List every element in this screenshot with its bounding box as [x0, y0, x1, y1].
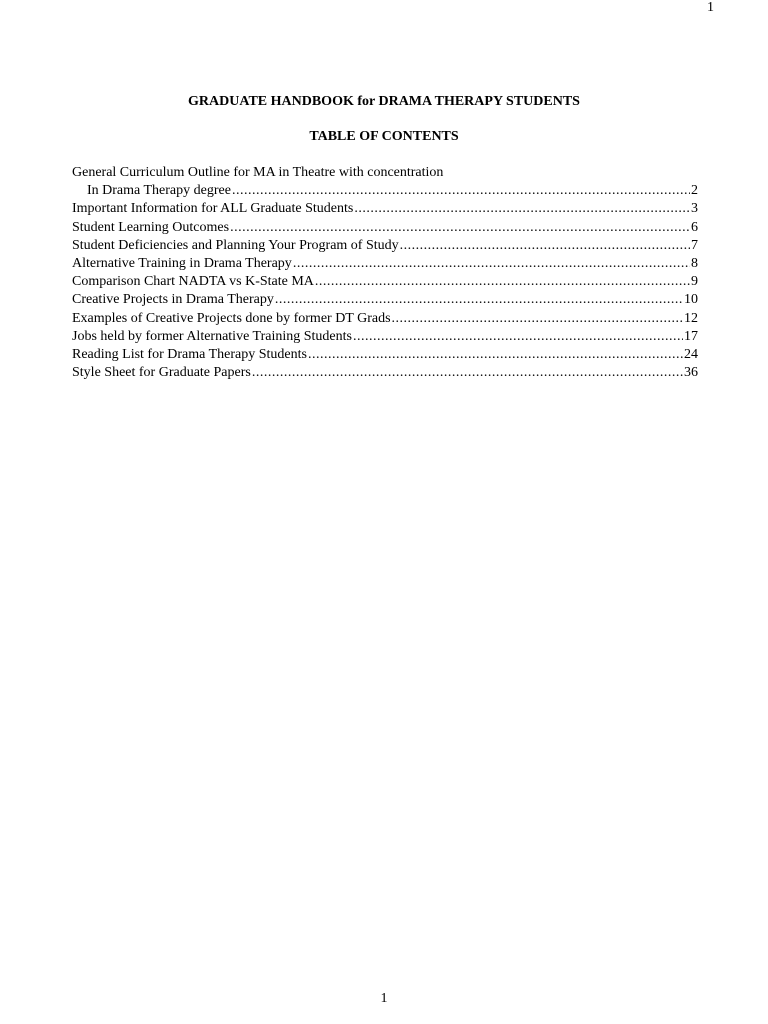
toc-entry: [72, 182, 698, 200]
toc-entry: [72, 219, 698, 237]
toc-entry-title: Comparison Chart NADTA vs K-State MA: [72, 274, 314, 290]
toc-entry-page: 36: [684, 365, 698, 381]
toc-entry: [72, 328, 698, 346]
toc-entry-page: 9: [691, 274, 698, 290]
toc-entry-page: 24: [684, 346, 698, 362]
table-of-contents: [72, 164, 698, 382]
toc-entry: [72, 200, 698, 218]
toc-entry-page: 10: [684, 292, 698, 308]
toc-entry-page: 7: [691, 237, 698, 253]
toc-dot-leader: [353, 328, 683, 346]
header-page-number: 1: [707, 0, 714, 15]
toc-entry-title: Alternative Training in Drama Therapy: [72, 255, 292, 271]
toc-entry-title: Important Information for ALL Graduate Students: [72, 201, 354, 217]
toc-entry-page: 3: [691, 201, 698, 217]
toc-entry-title: Reading List for Drama Therapy Students: [72, 346, 307, 362]
toc-dot-leader: [400, 237, 690, 255]
toc-dot-leader: [275, 291, 683, 309]
toc-heading: TABLE OF CONTENTS: [309, 129, 459, 144]
toc-dot-leader: [230, 219, 690, 237]
toc-entry-title: Student Learning Outcomes: [72, 219, 230, 235]
toc-entry-title: In Drama Therapy degree: [87, 183, 231, 199]
toc-entry-title: Creative Projects in Drama Therapy: [72, 292, 274, 308]
toc-entry-title: Examples of Creative Projects done by former DT Grads: [72, 310, 391, 326]
toc-entry: [72, 346, 698, 364]
toc-entry-title: Style Sheet for Graduate Papers: [72, 365, 251, 381]
toc-dot-leader: [232, 182, 690, 200]
toc-entry-title: General Curriculum Outline for MA in Theatre with concentration: [72, 165, 444, 180]
toc-entry: [72, 291, 698, 309]
toc-line: [72, 164, 698, 182]
toc-dot-leader: [392, 310, 683, 328]
toc-dot-leader: [315, 273, 690, 291]
document-title: GRADUATE HANDBOOK for DRAMA THERAPY STUDENTS: [188, 94, 580, 109]
toc-dot-leader: [293, 255, 690, 273]
toc-entry: [72, 310, 698, 328]
toc-entry: [72, 237, 698, 255]
toc-dot-leader: [354, 200, 690, 218]
toc-entry-page: 6: [691, 219, 698, 235]
toc-entry: [72, 364, 698, 382]
footer-page-number: 1: [380, 991, 388, 1006]
toc-entry-page: 17: [684, 328, 698, 344]
toc-entry-page: 8: [691, 255, 698, 271]
toc-entry-title: Student Deficiencies and Planning Your Program of Study: [72, 237, 399, 253]
toc-entry-page: 2: [691, 183, 698, 199]
toc-entry: [72, 255, 698, 273]
toc-dot-leader: [308, 346, 683, 364]
toc-entry-title: Jobs held by former Alternative Training Students: [72, 328, 352, 344]
toc-dot-leader: [252, 364, 683, 382]
toc-entry: [72, 273, 698, 291]
toc-entry-page: 12: [684, 310, 698, 326]
